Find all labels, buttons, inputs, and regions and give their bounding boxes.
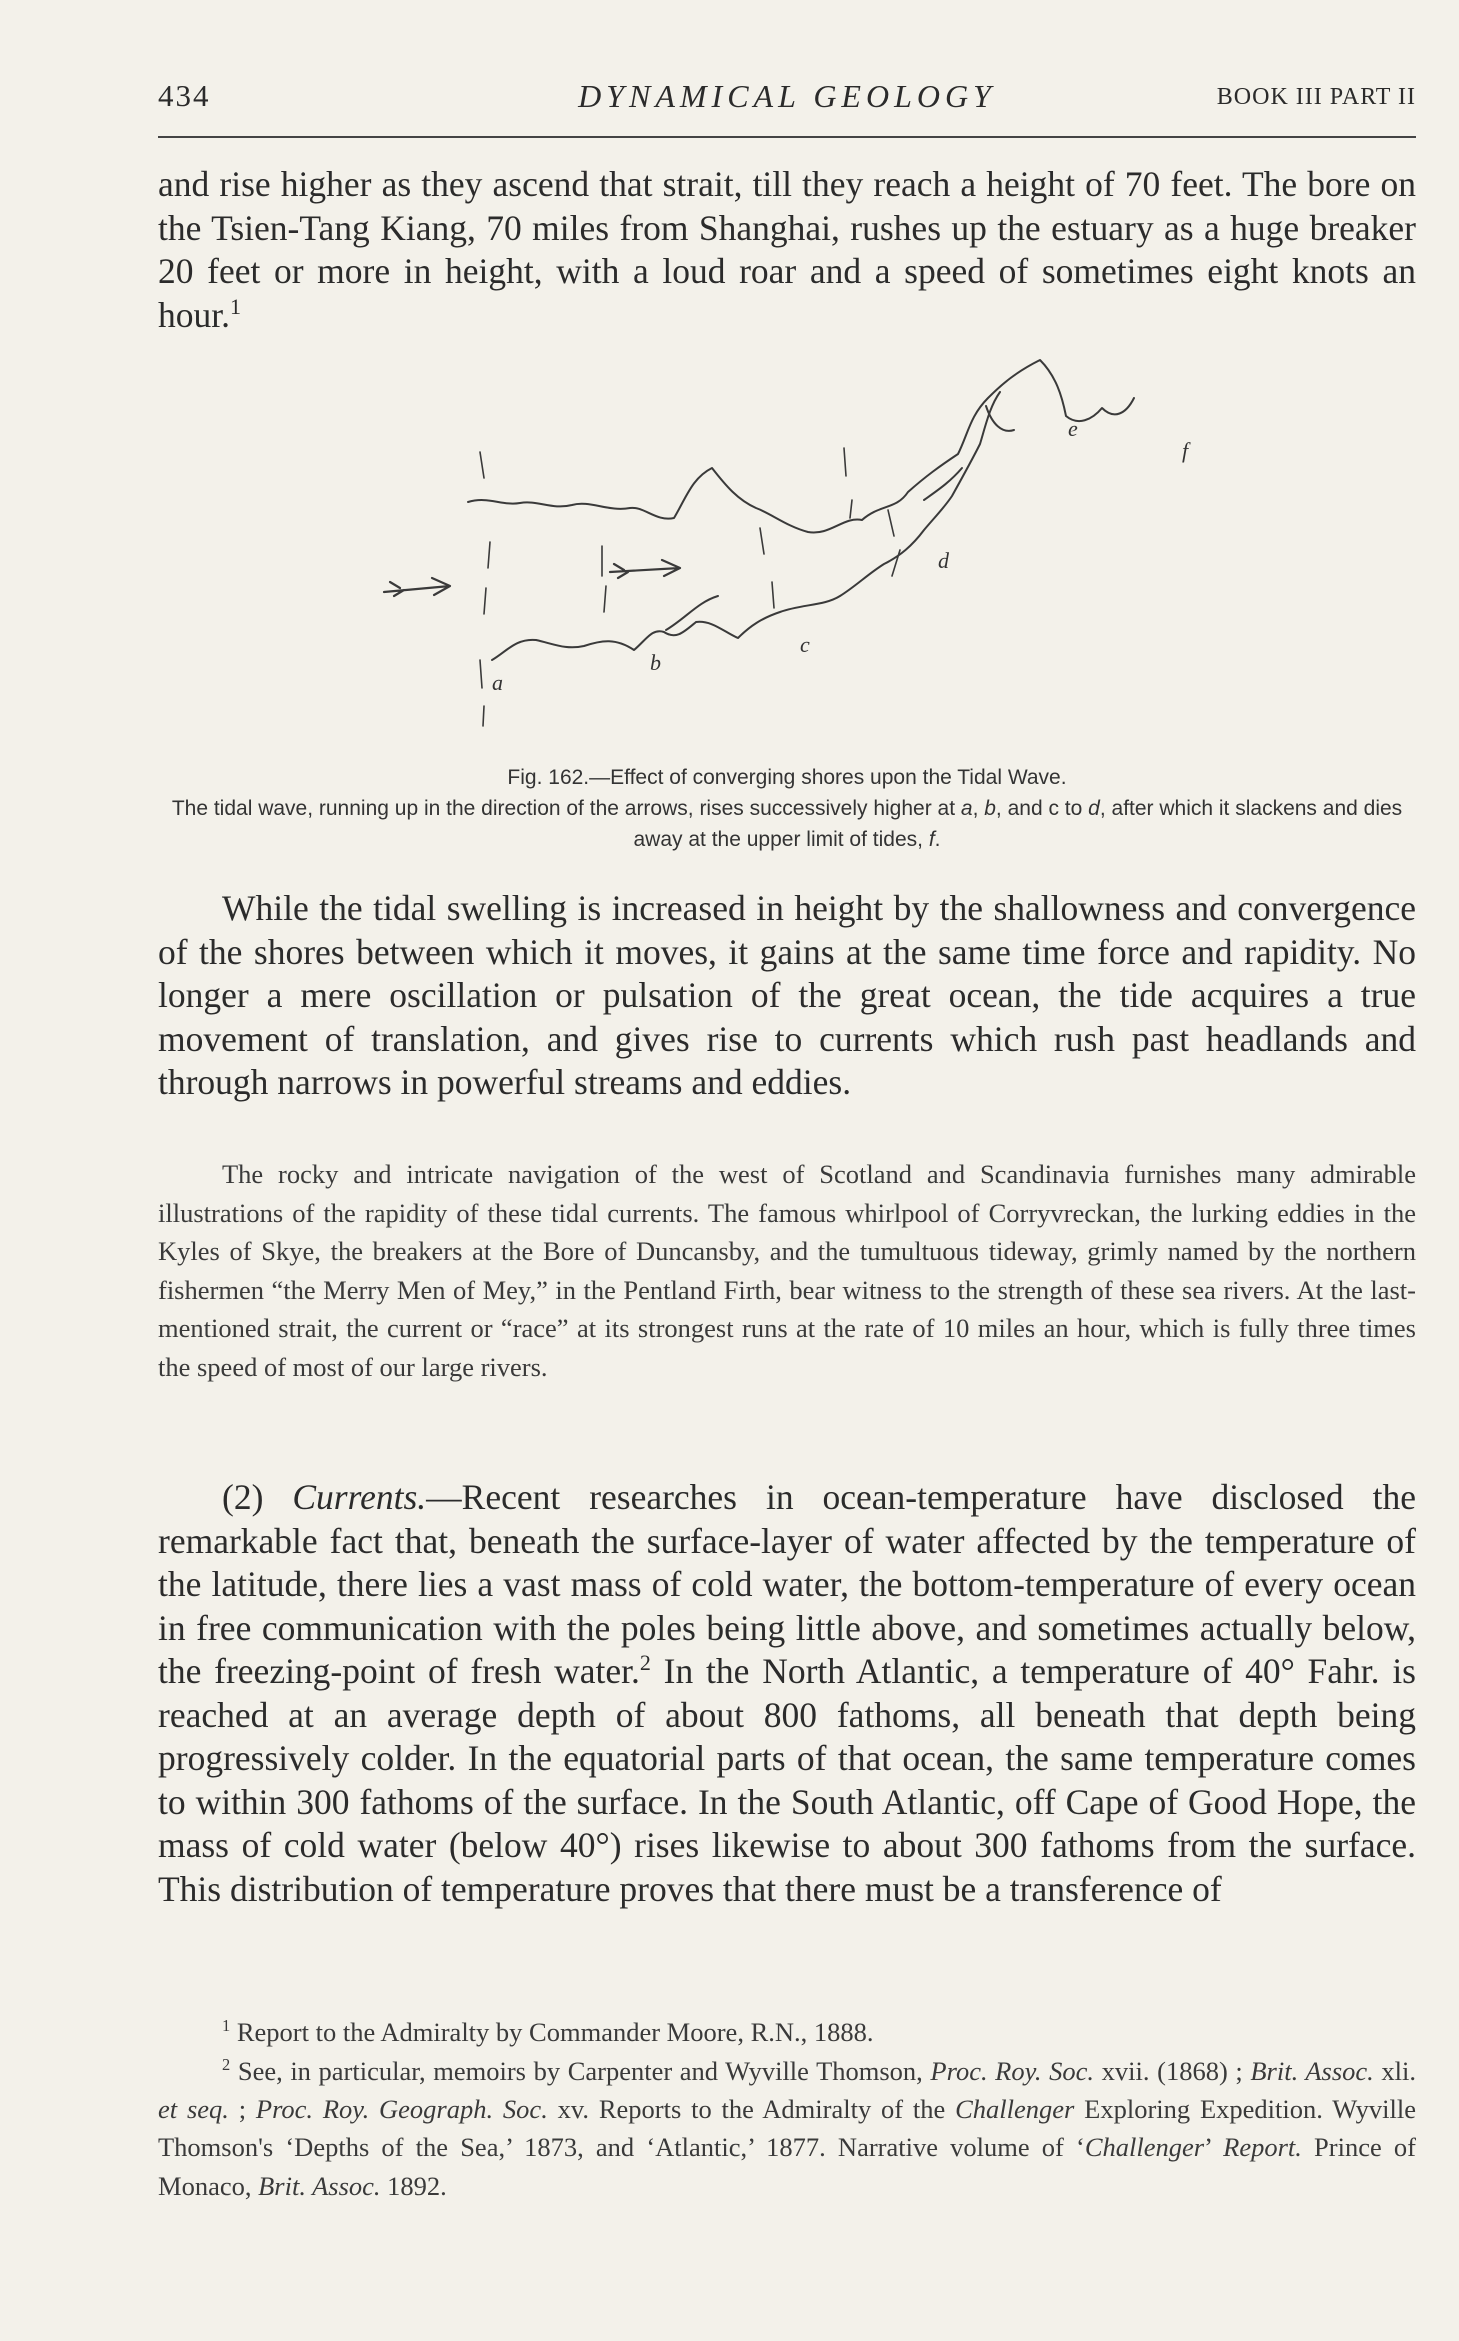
tide-limit-b bbox=[602, 546, 606, 612]
upper-shore-line bbox=[468, 360, 1134, 533]
upper-shore-inner bbox=[924, 406, 1014, 500]
figure-label-e: e bbox=[1068, 416, 1078, 441]
caption-title: Fig. 162.—Effect of converging shores upon the Tidal Wave. bbox=[507, 766, 1067, 789]
arrow-center bbox=[610, 560, 680, 578]
figure-label-a: a bbox=[492, 670, 503, 695]
book-part: BOOK III PART II bbox=[1216, 84, 1416, 110]
paragraph-currents: (2) Currents.—Recent researches in ocean-temperature have disclosed the remarkable fact that, beneath the surface-layer of water affected by the temperature of the latitude, there lies a vast mass of cold water, the bottom-temperature of every ocean in free communication with the poles being little above, and sometimes actually below, the freezing-point of fresh water.$^2$ In the North Atlantic, a temperature of 40° Fahr. is reached at an average depth of about 800 fathoms, all beneath that depth being progressively colder. In the equatorial parts of that ocean, the same temperature comes to within 300 fathoms of the surface. In the South Atlantic, off Cape of Good Hope, the mass of cold water (below 40°) rises likewise to about 300 fathoms from the surface. This distribution of temperature proves that there must be a transference of bbox=[158, 1477, 1417, 1909]
paragraph-tidal-currents-examples: The rocky and intricate navigation of the west of Scotland and Scandinavia furnishes many admirable illustrations of the rapidity of these tidal currents. The famous whirlpool of Corryvreckan, the lurking eddies in the Kyles of Skye, the breakers at the Bore of Duncansby, and the tumultuous tideway, grimly named by the northern fishermen “the Merry Men of Mey,” in the Pentland Firth, bear witness to the strength of these sea rivers. At the last-mentioned strait, the current or “race” at its strongest runs at the rate of 10 miles an hour, which is fully three times the speed of most of our large rivers. bbox=[158, 1159, 1416, 1382]
figure-label-f: f bbox=[1182, 438, 1189, 463]
figure-162 bbox=[340, 350, 1300, 750]
intro-text: and rise higher as they ascend that strait, till they reach a height of 70 feet. The bore on the Tsien-Tang Kiang, 70 miles from Shanghai, rushes up the estuary as a huge breaker 20 feet or more in height, with a loud roar and a speed of sometimes eight knots an hour. bbox=[158, 164, 1416, 335]
footnote-2: $^2$ See, in particular, memoirs by Carpenter and Wyville Thomson, Proc. Roy. Soc. xvii. (1868) ; Brit. Assoc. xli. et seq. ; Proc. Roy. Geograph. Soc. xv. Reports to the Admiralty of the Challenger Exploring Expedition. Wyville Thomson's ‘Depths of the Sea,’ 1873, and ‘Atlantic,’ 1877. Narrative volume of ‘Challenger’ Report. Prince of Monaco, Brit. Assoc. 1892. bbox=[158, 2055, 1416, 2201]
footnote-ref-1: 1 bbox=[230, 293, 241, 319]
lower-shore-line bbox=[492, 392, 1000, 660]
caption-text: The tidal wave, running up in the direction of the arrows, rises successively higher at a, b, and c to d, after which it slackens and dies away at the upper limit of tides, f. bbox=[171, 797, 1403, 851]
section-heading-currents: Currents. bbox=[292, 1477, 427, 1517]
page-number: 434 bbox=[158, 78, 211, 113]
figure-caption bbox=[158, 762, 1416, 855]
running-header bbox=[158, 78, 1416, 138]
paragraph-tidal-force: While the tidal swelling is increased in height by the shallowness and convergence of the shores between which it moves, it gains at the same time force and rapidity. No longer a mere oscillation or pulsation of the great ocean, the tide acquires a true movement of translation, and gives rise to currents which rush past headlands and through narrows in powerful streams and eddies. bbox=[158, 888, 1416, 1102]
arrow-left bbox=[384, 578, 450, 596]
figure-label-b: b bbox=[650, 650, 661, 675]
footnote-1: $^1$ Report to the Admiralty by Commander Moore, R.N., 1888. bbox=[222, 2016, 874, 2047]
running-title: DYNAMICAL GEOLOGY bbox=[578, 78, 996, 114]
figure-label-c: c bbox=[800, 632, 810, 657]
tide-limit-c bbox=[760, 528, 774, 608]
tide-limit-a bbox=[480, 452, 490, 726]
figure-label-d: d bbox=[938, 548, 949, 573]
intro-paragraph bbox=[158, 163, 1416, 337]
footnote-ref-2: 2 bbox=[639, 1650, 651, 1676]
header-rule bbox=[158, 136, 1416, 138]
tidal-wave-diagram bbox=[340, 350, 1300, 750]
tide-limit-d bbox=[844, 448, 900, 576]
